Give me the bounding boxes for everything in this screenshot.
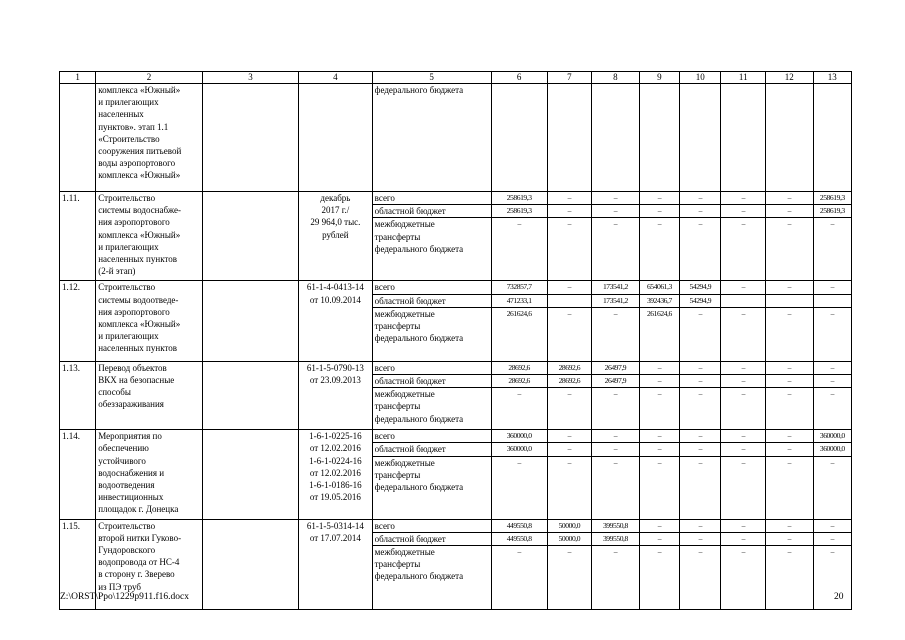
cell-value: – xyxy=(680,443,721,456)
table-row xyxy=(60,361,852,374)
cell-value: 449550,8 xyxy=(491,519,547,532)
cell-value: 50000,0 xyxy=(547,519,592,532)
cell-number: 1.13. xyxy=(60,361,96,429)
cell-value: – xyxy=(547,307,592,361)
cell-value: – xyxy=(680,532,721,545)
cell-value: 258619,3 xyxy=(491,205,547,218)
cell-value xyxy=(813,84,851,192)
cell-value: – xyxy=(680,205,721,218)
cell-value: – xyxy=(721,388,766,430)
cell-value: 261624,6 xyxy=(639,307,679,361)
cell-value: – xyxy=(721,281,766,294)
cell-value: – xyxy=(680,192,721,205)
cell-value: – xyxy=(680,546,721,610)
cell-value: – xyxy=(766,532,814,545)
cell-value: – xyxy=(639,430,679,443)
header-cell: 5 xyxy=(372,72,491,84)
cell-number: 1.14. xyxy=(60,430,96,519)
cell-value: – xyxy=(491,456,547,519)
cell-source: областной бюджет xyxy=(372,443,491,456)
cell-value: – xyxy=(592,456,640,519)
cell-value: – xyxy=(547,281,592,294)
cell-value: – xyxy=(639,546,679,610)
cell-value: – xyxy=(766,307,814,361)
cell-source: межбюджетные трансферты федерального бюджета xyxy=(372,218,491,281)
cell-value: – xyxy=(639,361,679,374)
table-row xyxy=(60,281,852,294)
cell-value: – xyxy=(766,456,814,519)
cell-value xyxy=(547,84,592,192)
cell-value: – xyxy=(813,532,851,545)
header-cell: 11 xyxy=(721,72,766,84)
cell-value xyxy=(813,294,851,307)
cell-value: – xyxy=(639,532,679,545)
cell-name: Строительство системы водоотведе- ния аэропортового комплекса «Южный» и прилегающих населенных пунктов xyxy=(96,281,203,361)
cell-value: – xyxy=(721,218,766,281)
cell-value: – xyxy=(721,375,766,388)
cell-value: – xyxy=(592,307,640,361)
cell-value: – xyxy=(639,192,679,205)
header-cell: 7 xyxy=(547,72,592,84)
cell-value: – xyxy=(813,375,851,388)
cell-value: – xyxy=(813,388,851,430)
cell-value: 732857,7 xyxy=(491,281,547,294)
cell-value: 654061,3 xyxy=(639,281,679,294)
cell-value: 258619,3 xyxy=(813,192,851,205)
cell-value: 26497,9 xyxy=(592,375,640,388)
cell-value: – xyxy=(721,456,766,519)
cell-value: – xyxy=(592,546,640,610)
cell-value: 360000,0 xyxy=(491,443,547,456)
cell-source: областной бюджет xyxy=(372,532,491,545)
cell-value xyxy=(721,84,766,192)
cell-value: – xyxy=(639,519,679,532)
table-row xyxy=(60,430,852,443)
cell-value: – xyxy=(491,388,547,430)
cell-value: 449550,8 xyxy=(491,532,547,545)
cell-value: 258619,3 xyxy=(813,205,851,218)
header-row xyxy=(60,72,852,84)
cell-value: – xyxy=(813,546,851,610)
cell-source: межбюджетные трансферты федерального бюджета xyxy=(372,546,491,610)
cell-name: Строительство второй нитки Гуково- Гундоровского водопровода от НС-4 в сторону г. Зверево из ПЭ труб xyxy=(96,519,203,609)
cell-value: – xyxy=(721,519,766,532)
cell-name: Перевод объектов ВКХ на безопасные способы обеззараживания xyxy=(96,361,203,429)
cell-value: – xyxy=(639,443,679,456)
cell-value xyxy=(680,84,721,192)
cell-value: 28692,6 xyxy=(547,361,592,374)
cell-source: областной бюджет xyxy=(372,294,491,307)
cell-value: – xyxy=(721,532,766,545)
cell-source: областной бюджет xyxy=(372,375,491,388)
cell-value: – xyxy=(680,456,721,519)
cell-value: 261624,6 xyxy=(491,307,547,361)
cell-value: 173541,2 xyxy=(592,281,640,294)
cell-value: – xyxy=(813,218,851,281)
cell-value: – xyxy=(766,443,814,456)
header-cell: 1 xyxy=(60,72,96,84)
table-row xyxy=(60,519,852,532)
cell-source: всего xyxy=(372,519,491,532)
cell-value: – xyxy=(766,281,814,294)
cell-value: – xyxy=(491,218,547,281)
page-number: 20 xyxy=(834,592,844,602)
cell-value: – xyxy=(592,388,640,430)
cell-value: – xyxy=(766,205,814,218)
cell-value: – xyxy=(547,443,592,456)
cell-value: – xyxy=(639,456,679,519)
continuation-row xyxy=(60,84,852,192)
cell-document: 61-1-4-0413-14 от 10.09.2014 xyxy=(299,281,373,361)
cell-value xyxy=(547,294,592,307)
cell-source: федерального бюджета xyxy=(372,84,491,192)
cell-value: – xyxy=(721,546,766,610)
cell-source: межбюджетные трансферты федерального бюджета xyxy=(372,456,491,519)
cell-document: 1-6-1-0225-16 от 12.02.2016 1-6-1-0224-16 от 12.02.2016 1-6-1-0186-16 от 19.05.2016 xyxy=(299,430,373,519)
header-cell: 8 xyxy=(592,72,640,84)
cell-value: – xyxy=(547,456,592,519)
cell-source: межбюджетные трансферты федерального бюджета xyxy=(372,388,491,430)
cell-value: – xyxy=(813,307,851,361)
cell-value: – xyxy=(766,218,814,281)
cell-value: – xyxy=(639,375,679,388)
header-cell: 3 xyxy=(202,72,298,84)
cell-value: 28692,6 xyxy=(547,375,592,388)
cell-value: 28692,6 xyxy=(491,361,547,374)
cell-value: – xyxy=(813,361,851,374)
header-cell: 13 xyxy=(813,72,851,84)
cell-value: – xyxy=(721,430,766,443)
footer-file-path: Z:\ORST\Ppo\1229p911.f16.docx xyxy=(60,592,189,602)
header-cell: 6 xyxy=(491,72,547,84)
cell-value: 392436,7 xyxy=(639,294,679,307)
cell-value: – xyxy=(721,192,766,205)
cell-value: 360000,0 xyxy=(491,430,547,443)
cell-value xyxy=(721,294,766,307)
cell-value xyxy=(491,84,547,192)
cell-value: – xyxy=(547,205,592,218)
cell-source: всего xyxy=(372,281,491,294)
cell-value: 26497,9 xyxy=(592,361,640,374)
cell-value: 54294,9 xyxy=(680,281,721,294)
cell-document xyxy=(299,84,373,192)
cell-value: – xyxy=(592,192,640,205)
header-cell: 12 xyxy=(766,72,814,84)
cell-source: областной бюджет xyxy=(372,205,491,218)
cell-value: – xyxy=(680,519,721,532)
cell-value: – xyxy=(547,192,592,205)
cell-value: – xyxy=(592,430,640,443)
cell-name: Мероприятия по обеспечению устойчивого водоснабжения и водоотведения инвестиционных площадок г. Донецка xyxy=(96,430,203,519)
cell-value: – xyxy=(813,456,851,519)
cell-value: – xyxy=(766,519,814,532)
cell-source: всего xyxy=(372,430,491,443)
cell-value: – xyxy=(680,218,721,281)
cell-value: – xyxy=(766,546,814,610)
cell-value: 360000,0 xyxy=(813,430,851,443)
header-cell: 9 xyxy=(639,72,679,84)
cell-document: декабрь 2017 г./ 29 964,0 тыс. рублей xyxy=(299,192,373,281)
cell-source: всего xyxy=(372,192,491,205)
cell-value: – xyxy=(547,218,592,281)
cell-value: – xyxy=(680,361,721,374)
cell-empty xyxy=(202,361,298,429)
cell-value xyxy=(766,294,814,307)
cell-value: 471233,1 xyxy=(491,294,547,307)
cell-value: – xyxy=(766,361,814,374)
cell-value: – xyxy=(639,388,679,430)
cell-value: 399550,8 xyxy=(592,519,640,532)
cell-value: – xyxy=(766,430,814,443)
cell-value xyxy=(639,84,679,192)
cell-name: Строительство системы водоснабже- ния аэропортового комплекса «Южный» и прилегающих населенных пунктов (2-й этап) xyxy=(96,192,203,281)
cell-value: – xyxy=(813,281,851,294)
cell-number: 1.15. xyxy=(60,519,96,609)
cell-value: – xyxy=(721,307,766,361)
cell-value: – xyxy=(680,430,721,443)
cell-value: 54294,9 xyxy=(680,294,721,307)
header-cell: 2 xyxy=(96,72,203,84)
cell-value: – xyxy=(547,546,592,610)
cell-empty xyxy=(202,519,298,609)
cell-value: – xyxy=(547,388,592,430)
cell-value: 360000,0 xyxy=(813,443,851,456)
cell-value: – xyxy=(547,430,592,443)
cell-name: комплекса «Южный» и прилегающих населенных пунктов». этап 1.1 «Строительство сооружения питьевой воды аэропортового комплекса «Южный» xyxy=(96,84,203,192)
cell-value: – xyxy=(680,307,721,361)
cell-value: – xyxy=(592,443,640,456)
cell-value: – xyxy=(639,205,679,218)
cell-value: 258619,3 xyxy=(491,192,547,205)
cell-value: – xyxy=(766,192,814,205)
cell-empty xyxy=(202,281,298,361)
cell-empty xyxy=(202,192,298,281)
table-row xyxy=(60,192,852,205)
cell-number: 1.12. xyxy=(60,281,96,361)
cell-empty xyxy=(202,84,298,192)
cell-value: – xyxy=(592,205,640,218)
cell-value: – xyxy=(680,388,721,430)
cell-value: – xyxy=(721,205,766,218)
cell-document: 61-1-5-0790-13 от 23.09.2013 xyxy=(299,361,373,429)
cell-value: – xyxy=(721,361,766,374)
cell-value: – xyxy=(680,375,721,388)
cell-value: – xyxy=(813,519,851,532)
cell-empty xyxy=(202,430,298,519)
cell-source: всего xyxy=(372,361,491,374)
cell-value: 399550,8 xyxy=(592,532,640,545)
cell-value: 50000,0 xyxy=(547,532,592,545)
header-cell: 10 xyxy=(680,72,721,84)
cell-value: – xyxy=(491,546,547,610)
cell-value xyxy=(592,84,640,192)
cell-value xyxy=(766,84,814,192)
cell-document: 61-1-5-0314-14 от 17.07.2014 xyxy=(299,519,373,609)
cell-value: 173541,2 xyxy=(592,294,640,307)
cell-number: 1.11. xyxy=(60,192,96,281)
cell-value: 28692,6 xyxy=(491,375,547,388)
cell-number xyxy=(60,84,96,192)
cell-value: – xyxy=(592,218,640,281)
cell-value: – xyxy=(766,388,814,430)
header-cell: 4 xyxy=(299,72,373,84)
funding-table xyxy=(59,71,852,610)
cell-value: – xyxy=(639,218,679,281)
cell-value: – xyxy=(766,375,814,388)
cell-value: – xyxy=(721,443,766,456)
cell-source: межбюджетные трансферты федерального бюджета xyxy=(372,307,491,361)
